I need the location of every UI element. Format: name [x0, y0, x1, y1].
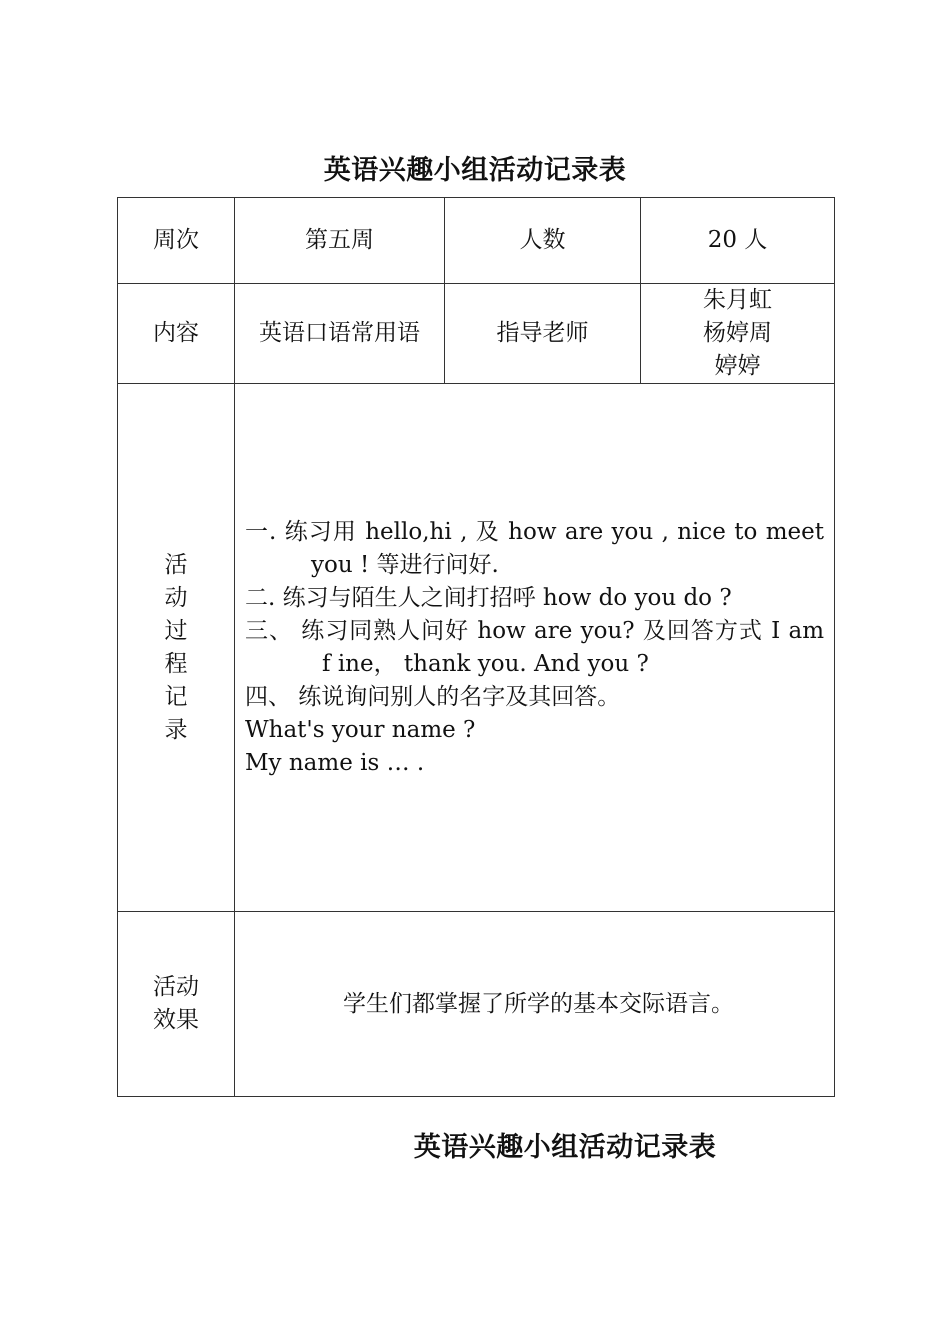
- process-label: 活动过程记录: [164, 551, 188, 743]
- teacher-name: 朱月虹: [703, 287, 772, 313]
- process-record: [235, 384, 835, 912]
- process-line: 四、 练说询问别人的名字及其回答。: [245, 683, 621, 710]
- week-value: 第五周: [235, 198, 445, 284]
- week-label: 周次: [118, 198, 235, 284]
- count-value: 20 人: [641, 198, 835, 284]
- process-line: My name is … .: [245, 749, 425, 776]
- teacher-names: [641, 284, 835, 384]
- process-line: f ine， thank you. And you ?: [322, 650, 649, 677]
- content-value: 英语口语常用语: [235, 284, 445, 384]
- table-row: [118, 198, 835, 284]
- activity-record-table: [117, 197, 835, 1097]
- effect-label: 效果: [153, 1007, 199, 1033]
- table-row: [118, 912, 835, 1097]
- process-label-cell: [118, 384, 235, 912]
- teacher-name: 杨婷周: [703, 320, 772, 346]
- process-line: What's your name ?: [245, 716, 476, 743]
- effect-value: 学生们都掌握了所学的基本交际语言。: [235, 912, 835, 1097]
- process-line: you ! 等进行问好.: [311, 551, 499, 578]
- process-line: 二. 练习与陌生人之间打招呼 how do you do ?: [245, 584, 732, 611]
- page-title: 英语兴趣小组活动记录表: [323, 155, 627, 186]
- teacher-name: 婷婷: [714, 353, 761, 379]
- process-line: 一. 练习用 hello,hi , 及 how are you , nice to meet: [245, 518, 824, 545]
- count-label: 人数: [445, 198, 641, 284]
- process-line: 三、 练习同熟人问好 how are you? 及回答方式 I am: [245, 617, 824, 644]
- effect-label-cell: [118, 912, 235, 1097]
- table-row: [118, 384, 835, 912]
- table-row: [118, 284, 835, 384]
- effect-label: 活动: [153, 974, 199, 1000]
- next-page-title: 英语兴趣小组活动记录表: [413, 1132, 717, 1163]
- content-label: 内容: [118, 284, 235, 384]
- teacher-label: 指导老师: [445, 284, 641, 384]
